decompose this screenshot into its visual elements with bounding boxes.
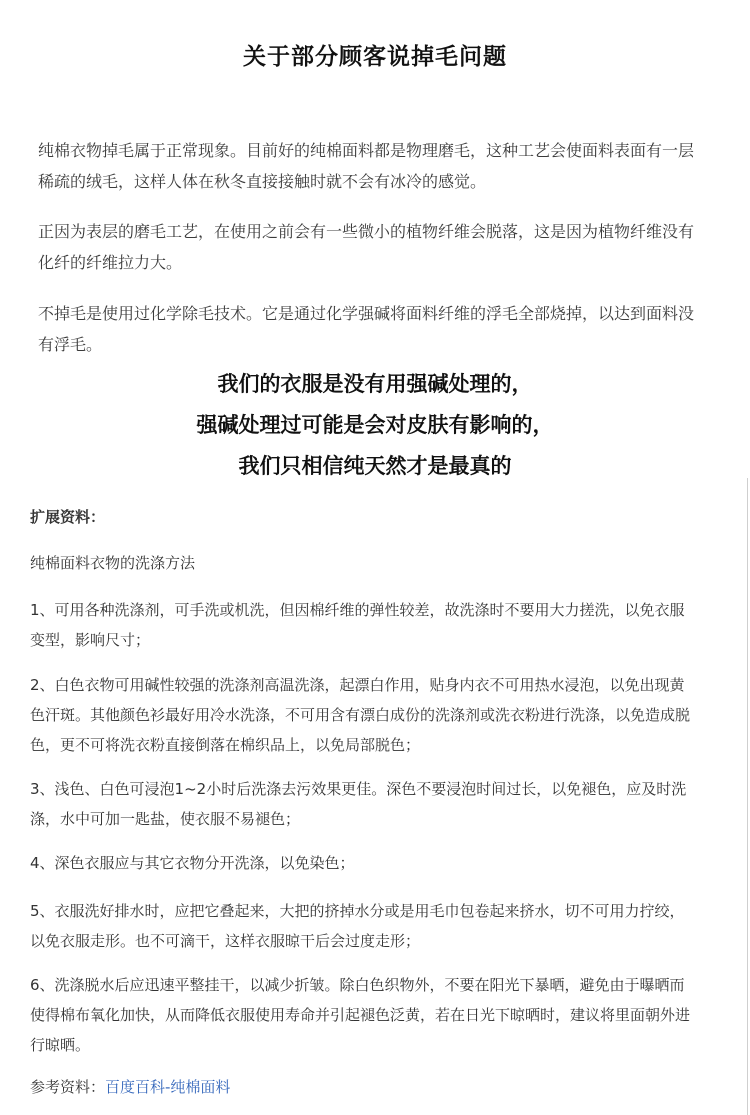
washing-step-2: 2、白色衣物可用碱性较强的洗涤剂高温洗涤，起漂白作用，贴身内衣不可用热水浸泡，以免出现黄色汗斑。其他颜色衫最好用冷水洗涤，不可用含有漂白成份的洗涤剂或洗衣粉进行洗涤，以免造成脱色，更不可将洗衣粉直接倒落在棉织品上，以免局部脱色；: [30, 676, 691, 754]
washing-step-5: 5、衣服洗好排水时，应把它叠起来，大把的挤掉水分或是用毛巾包卷起来挤水，切不可用力拧绞，以免衣服走形。也不可滴干，这样衣服晾干后会过度走形；: [30, 902, 685, 950]
page-edge-divider: [747, 478, 748, 1115]
page-title: 关于部分顾客说掉毛问题: [243, 44, 507, 70]
extension-subtitle: 纯棉面料衣物的洗涤方法: [30, 554, 196, 572]
highlight-line-1: 我们的衣服是没有用强碱处理的，: [217, 372, 533, 396]
washing-step-4: 4、深色衣服应与其它衣物分开洗涤，以免染色；: [30, 854, 355, 872]
washing-step-1: 1、可用各种洗涤剂，可手洗或机洗，但因棉纤维的弹性较差，故洗涤时不要用大力搓洗，以免衣服变型，影响尺寸；: [30, 601, 685, 649]
intro-paragraph-2: 正因为表层的磨毛工艺，在使用之前会有一些微小的植物纤维会脱落，这是因为植物纤维没有化纤的纤维拉力大。: [38, 222, 695, 272]
extension-label: 扩展资料：: [30, 508, 106, 526]
washing-step-3: 3、浅色、白色可浸泡1~2小时后洗涤去污效果更佳。深色不要浸泡时间过长，以免褪色，应及时洗涤，水中可加一匙盐，使衣服不易褪色；: [30, 780, 687, 828]
reference-link[interactable]: 百度百科-纯棉面料: [105, 1078, 231, 1096]
washing-step-6: 6、洗涤脱水后应迅速平整挂干，以减少折皱。除白色织物外，不要在阳光下暴晒，避免由于曝晒而使得棉布氧化加快，从而降低衣服使用寿命并引起褪色泛黄，若在日光下晾晒时，建议将里面朝外进行晾晒。: [30, 976, 691, 1054]
intro-paragraph-1: 纯棉衣物掉毛属于正常现象。目前好的纯棉面料都是物理磨毛，这种工艺会使面料表面有一层稀疏的绒毛，这样人体在秋冬直接接触时就不会有冰冷的感觉。: [38, 141, 695, 191]
highlight-line-2: 强碱处理过可能是会对皮肤有影响的，: [196, 413, 554, 437]
reference-label: 参考资料：: [30, 1078, 106, 1096]
intro-paragraph-3: 不掉毛是使用过化学除毛技术。它是通过化学强碱将面料纤维的浮毛全部烧掉，以达到面料没有浮毛。: [38, 304, 695, 354]
highlight-line-3: 我们只相信纯天然才是最真的: [238, 454, 512, 478]
reference-line: [30, 1076, 230, 1097]
